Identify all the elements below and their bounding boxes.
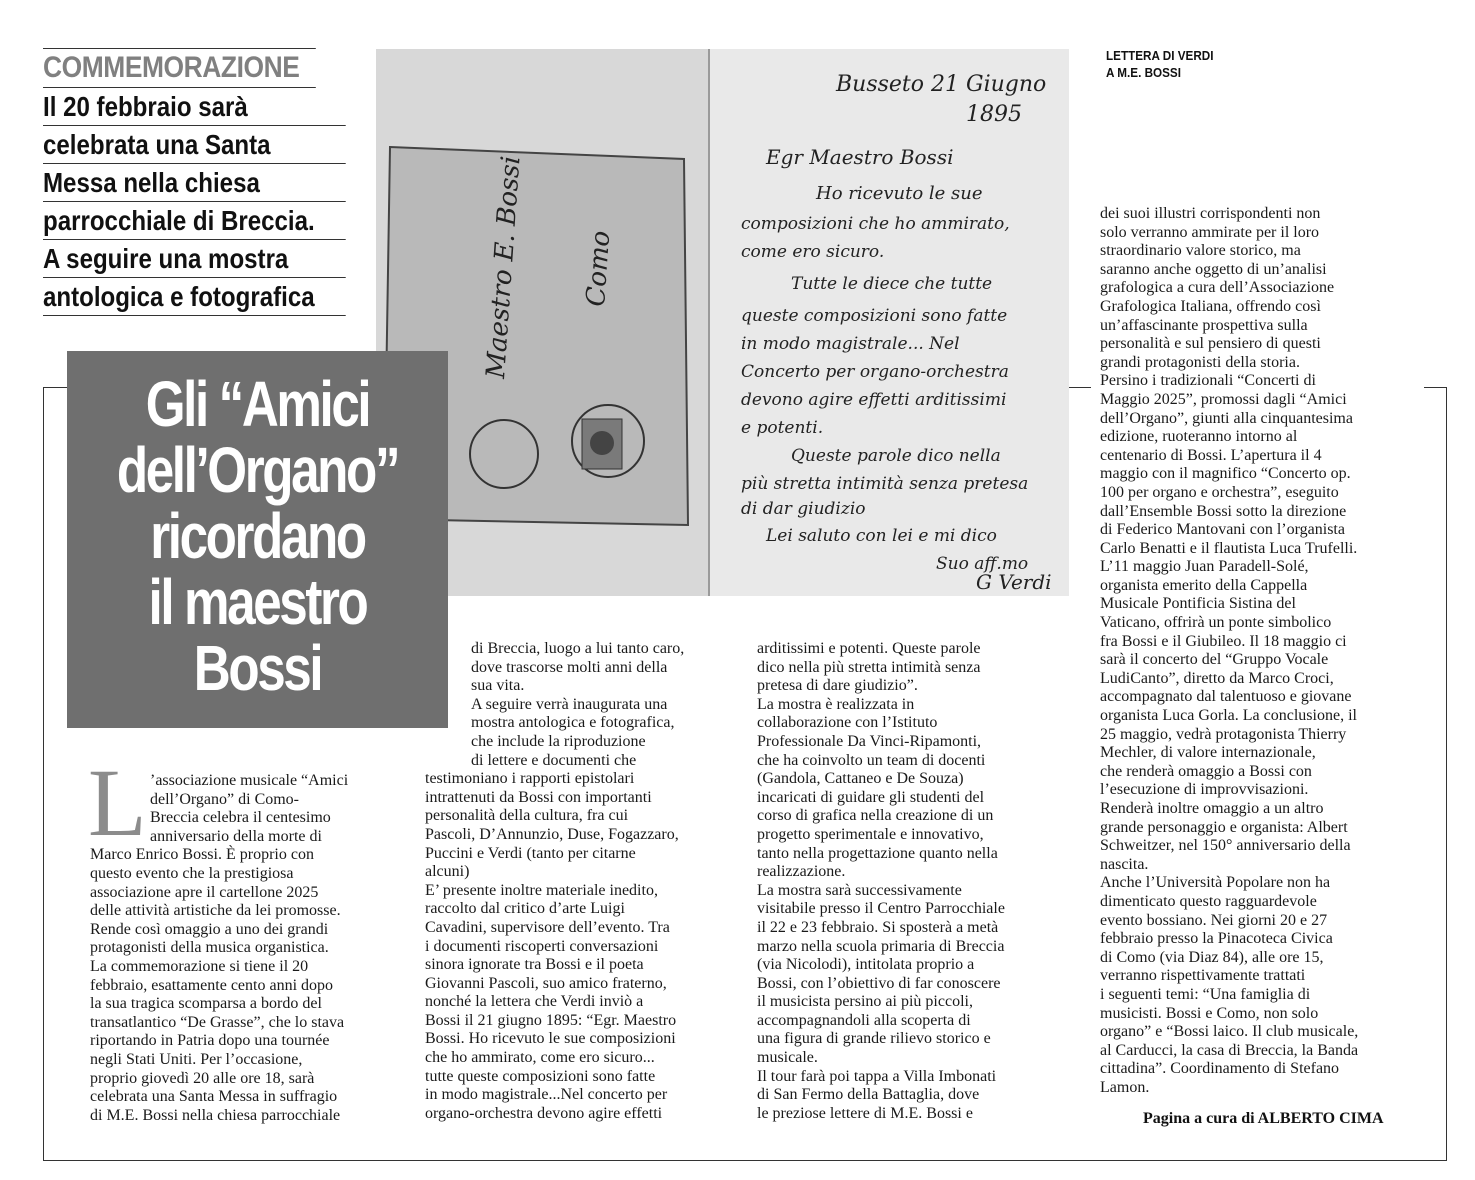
- letter-line: più stretta intimità senza pretesa: [741, 474, 1029, 494]
- body-line: Puccini e Verdi (tanto per citarne: [425, 844, 636, 862]
- body-line: organista Luca Gorla. La conclusione, il: [1100, 707, 1357, 725]
- letter-line: e potenti.: [741, 418, 824, 438]
- body-line: saranno anche oggetto di un’analisi: [1100, 260, 1327, 278]
- letter-line: Busseto 21 Giugno: [836, 72, 1047, 97]
- body-line: pretesa di dare giudizio”.: [757, 677, 918, 695]
- body-line: raccolto dal critico d’arte Luigi: [425, 900, 625, 918]
- body-line: dimenticato questo ragguardevole: [1100, 892, 1317, 910]
- body-line: di San Fermo della Battaglia, dove: [757, 1086, 980, 1104]
- headline-line: il maestro: [148, 566, 367, 638]
- body-line: accompagnato dal talentuoso e giovane: [1100, 688, 1352, 706]
- body-line: dei suoi illustri corrispondenti non: [1100, 205, 1321, 222]
- body-line: incaricati di guidare gli studenti del: [757, 788, 985, 806]
- letter-line: Tutte le diece che tutte: [791, 274, 993, 294]
- body-line: centenario di Bossi. L’apertura il 4: [1100, 446, 1322, 464]
- body-line: progetto sperimentale e innovativo,: [757, 825, 984, 843]
- body-line: accompagnandoli alla scoperta di: [757, 1011, 971, 1029]
- letter-line: di dar giudizio: [741, 499, 866, 519]
- subheadline: [43, 88, 395, 316]
- frame-rule: [1069, 387, 1091, 388]
- body-line: mostra antologica e fotografica,: [471, 714, 675, 732]
- body-line: fra Bossi e il Giubileo. Il 18 maggio ci: [1100, 632, 1347, 650]
- body-line: Vaticano, offrirà un ponte simbolico: [1100, 614, 1332, 632]
- letter-line: 1895: [966, 102, 1022, 127]
- body-line: di lettere e documenti che: [471, 751, 637, 769]
- body-line: il musicista persino ai più piccoli,: [757, 993, 973, 1011]
- subheadline-line: Messa nella chiesa: [43, 164, 346, 202]
- body-line: in modo magistrale...Nel concerto per: [425, 1086, 668, 1104]
- body-line: al Carducci, la casa di Breccia, la Banda: [1100, 1041, 1359, 1059]
- headline-line: Gli “Amici: [145, 368, 370, 440]
- caption-line: LETTERA DI VERDI: [1106, 48, 1214, 63]
- headline-line: Bossi: [193, 632, 322, 704]
- letter-line: devono agire effetti arditissimi: [741, 390, 1007, 410]
- body-line: La mostra è realizzata in: [757, 695, 915, 713]
- body-line: cittadina”. Coordinamento di Stefano: [1100, 1060, 1340, 1078]
- body-line: che renderà omaggio a Bossi con: [1100, 762, 1312, 780]
- body-line: Lamon.: [1100, 1078, 1150, 1096]
- body-line: febbraio, esattamente cento anni dopo: [90, 976, 334, 994]
- body-line: organo-orchestra devono agire effetti: [425, 1104, 663, 1122]
- body-line: sinora ignorate tra Bossi e il poeta: [425, 956, 644, 974]
- frame-rule: [1424, 387, 1447, 388]
- body-line: Professionale Da Vinci-Ripamonti,: [757, 732, 982, 750]
- body-line: verranno rispettivamente trattati: [1100, 967, 1306, 985]
- body-line: di M.E. Bossi nella chiesa parrocchiale: [90, 1106, 341, 1124]
- body-line: La commemorazione si tiene il 20: [90, 957, 309, 975]
- body-line: intrattenuti da Bossi con importanti: [425, 788, 652, 806]
- body-line: marzo nella scuola primaria di Breccia: [757, 937, 1005, 955]
- column-2: [425, 640, 725, 1123]
- body-line: Il tour farà poi tappa a Villa Imbonati: [757, 1067, 997, 1085]
- body-line: febbraio presso la Pinacoteca Civica: [1100, 930, 1333, 948]
- body-line: A seguire verrà inaugurata una: [471, 695, 668, 713]
- body-line: transatlantico “De Grasse”, che lo stava: [90, 1013, 345, 1031]
- body-line: edizione, ruoteranno intorno al: [1100, 428, 1298, 446]
- body-line: organista emerito della Cappella: [1100, 576, 1308, 594]
- letter-line: in modo magistrale... Nel: [741, 334, 960, 354]
- body-line: i seguenti temi: “Una famiglia di: [1100, 985, 1311, 1003]
- body-line: collaborazione con l’Istituto: [757, 714, 938, 732]
- body-line: Giovanni Pascoli, suo amico fraterno,: [425, 974, 667, 992]
- subheadline-line: A seguire una mostra: [43, 240, 346, 278]
- body-line: nonché la lettera che Verdi inviò a: [425, 993, 644, 1011]
- body-line: di Como (via Diaz 84), alle ore 15,: [1100, 948, 1324, 966]
- drop-cap: L: [88, 749, 147, 856]
- body-line: personalità e sul pensiero di questi: [1100, 335, 1321, 353]
- section-kicker: COMMEMORAZIONE: [43, 48, 316, 88]
- body-line: alcuni): [425, 863, 470, 881]
- body-line: la sua tragica scomparsa a bordo del: [90, 995, 322, 1013]
- body-line: Renderà inoltre omaggio a un altro: [1100, 800, 1324, 817]
- body-line: Cavadini, supervisore dell’evento. Tra: [425, 918, 670, 936]
- letter-line: come ero sicuro.: [741, 242, 885, 262]
- envelope-address: Maestro E. Bossi: [481, 155, 527, 380]
- body-line: organo” e “Bossi laico. Il club musicale,: [1100, 1023, 1359, 1041]
- headline-box: [67, 351, 448, 728]
- body-line: La mostra sarà successivamente: [757, 881, 962, 899]
- body-line: ’associazione musicale “Amici: [150, 772, 349, 789]
- letter-line: Lei saluto con lei e mi dico: [766, 526, 997, 546]
- body-line: l’esecuzione di improvvisazioni.: [1100, 781, 1309, 799]
- body-line: Grafologica Italiana, offrendo così: [1100, 297, 1321, 315]
- letter-line: Queste parole dico nella: [791, 446, 1001, 466]
- body-line: E’ presente inoltre materiale inedito,: [425, 881, 658, 899]
- body-line: Carlo Benatti e il flautista Luca Trufelli.: [1100, 539, 1358, 557]
- body-line: evento bossiano. Nei giorni 20 e 27: [1100, 911, 1328, 929]
- body-line: corso di grafica nella creazione di un: [757, 807, 994, 825]
- subheadline-line: Il 20 febbraio sarà: [43, 88, 346, 126]
- body-line: musicale.: [757, 1049, 818, 1067]
- body-line: grande personaggio e organista: Albert: [1100, 818, 1348, 836]
- body-line: 100 per organo e orchestra”, eseguito: [1100, 483, 1339, 501]
- body-line: (via Nicolodi), intitolata proprio a: [757, 956, 975, 974]
- body-line: celebrata una Santa Messa in suffragio: [90, 1088, 338, 1106]
- body-line: un’affascinante prospettiva sulla: [1100, 316, 1308, 334]
- body-line: questo evento che la prestigiosa: [90, 864, 294, 882]
- body-line: L’11 maggio Juan Paradell-Solé,: [1100, 558, 1309, 576]
- body-line: dall’Ensemble Bossi sotto la direzione: [1100, 502, 1347, 520]
- body-line: Anche l’Università Popolare non ha: [1100, 874, 1331, 892]
- body-line: sua vita.: [471, 677, 525, 695]
- headline-line: dell’Organo”: [116, 434, 399, 506]
- letter-line: Egr Maestro Bossi: [766, 145, 954, 169]
- body-line: dell’Organo”, giunti alla cinquantesima: [1100, 409, 1353, 427]
- body-line: dico nella più stretta intimità senza: [757, 658, 981, 676]
- body-line: una figura di grande rilievo storico e: [757, 1030, 991, 1048]
- body-line: anniversario della morte di: [150, 827, 322, 845]
- caption-line: A M.E. BOSSI: [1106, 65, 1181, 80]
- letter-signature: G Verdi: [976, 570, 1052, 594]
- subheadline-line: parrocchiale di Breccia.: [43, 202, 346, 240]
- body-line: Persino i tradizionali “Concerti di: [1100, 372, 1316, 390]
- body-line: visitabile presso il Centro Parrocchiale: [757, 900, 1005, 918]
- subheadline-line: celebrata una Santa: [43, 126, 346, 164]
- body-line: che ha coinvolto un team di docenti: [757, 751, 986, 769]
- body-line: Marco Enrico Bossi. È proprio con: [90, 846, 314, 864]
- body-line: di Federico Mantovani con l’organista: [1100, 521, 1345, 539]
- body-line: arditissimi e potenti. Queste parole: [757, 640, 981, 657]
- letter-line: Ho ricevuto le sue: [816, 183, 983, 204]
- body-line: Rende così omaggio a uno dei grandi: [90, 920, 329, 938]
- headline: [67, 368, 448, 704]
- body-line: Bossi il 21 giugno 1895: “Egr. Maestro: [425, 1011, 677, 1029]
- body-line: che ho ammirato, come ero sicuro...: [425, 1049, 655, 1067]
- body-line: grafologica a cura dell’Associazione: [1100, 279, 1335, 297]
- body-line: maggio con il magnifico “Concerto op.: [1100, 465, 1351, 483]
- body-line: le preziose lettere di M.E. Bossi e: [757, 1104, 973, 1122]
- body-line: musicisti. Bossi e Como, non solo: [1100, 1004, 1319, 1022]
- body-line: straordinario valore storico, ma: [1100, 242, 1301, 260]
- body-line: (Gandola, Cattaneo e De Souza): [757, 770, 964, 788]
- letter-line: composizioni che ho ammirato,: [741, 214, 1010, 234]
- letter-line: Concerto per organo-orchestra: [741, 362, 1009, 382]
- body-line: proprio giovedì 20 alle ore 18, sarà: [90, 1069, 315, 1087]
- body-line: negli Stati Uniti. Per l’occasione,: [90, 1050, 303, 1068]
- body-line: i documenti riscoperti conversazioni: [425, 937, 659, 955]
- body-line: realizzazione.: [757, 863, 846, 881]
- body-line: Schweitzer, nel 150° anniversario della: [1100, 837, 1351, 855]
- envelope-city: Como: [581, 229, 617, 308]
- body-line: Pascoli, D’Annunzio, Duse, Fogazzaro,: [425, 825, 679, 843]
- subheadline-line: antologica e fotografica: [43, 278, 346, 316]
- column-3: [757, 640, 1067, 1123]
- body-line: Musicale Pontificia Sistina del: [1100, 595, 1296, 613]
- body-line: il 22 e 23 febbraio. Si sposterà a metà: [757, 918, 999, 936]
- body-line: tutte queste composizioni sono fatte: [425, 1067, 656, 1085]
- body-line: Bossi, con l’obiettivo di far conoscere: [757, 974, 1001, 992]
- photo-caption: [1106, 47, 1213, 81]
- letter-line: queste composizioni sono fatte: [741, 306, 1008, 326]
- frame-rule: [43, 387, 67, 388]
- body-line: dell’Organo” di Como-: [150, 790, 300, 808]
- body-line: Mechler, di valore internazionale,: [1100, 744, 1316, 762]
- body-line: tanto nella progettazione quanto nella: [757, 844, 998, 862]
- body-line: LudiCanto”, diretto da Marco Croci,: [1100, 669, 1334, 687]
- body-line: delle attività artistiche da lei promosse.: [90, 902, 341, 920]
- body-line: riportando in Patria dopo una tournée: [90, 1032, 330, 1050]
- body-line: sarà il concerto del “Gruppo Vocale: [1100, 651, 1329, 669]
- body-line: grandi protagonisti della storia.: [1100, 353, 1300, 371]
- body-line: personalità della cultura, fra cui: [425, 807, 629, 825]
- column-4: [1100, 205, 1420, 1098]
- body-line: dove trascorse molti anni della: [471, 658, 668, 676]
- body-line: 25 maggio, vedrà protagonista Thierry: [1100, 725, 1347, 743]
- letter-line: Suo aff.mo: [936, 554, 1029, 574]
- body-line: Maggio 2025”, promossi dagli “Amici: [1100, 390, 1347, 408]
- body-line: di Breccia, luogo a lui tanto caro,: [471, 640, 685, 657]
- body-line: protagonisti della musica organistica.: [90, 939, 329, 957]
- body-line: associazione apre il cartellone 2025: [90, 883, 319, 901]
- body-line: Breccia celebra il centesimo: [150, 809, 331, 827]
- page-credit: Pagina a cura di ALBERTO CIMA: [1143, 1110, 1384, 1127]
- body-line: che include la riproduzione: [471, 732, 646, 750]
- body-line: testimoniano i rapporti epistolari: [425, 770, 635, 788]
- body-line: nascita.: [1100, 855, 1149, 873]
- body-line: solo verranno ammirate per il loro: [1100, 223, 1320, 241]
- headline-line: ricordano: [150, 500, 365, 572]
- column-1: [90, 772, 410, 1125]
- body-line: Bossi. Ho ricevuto le sue composizioni: [425, 1030, 676, 1048]
